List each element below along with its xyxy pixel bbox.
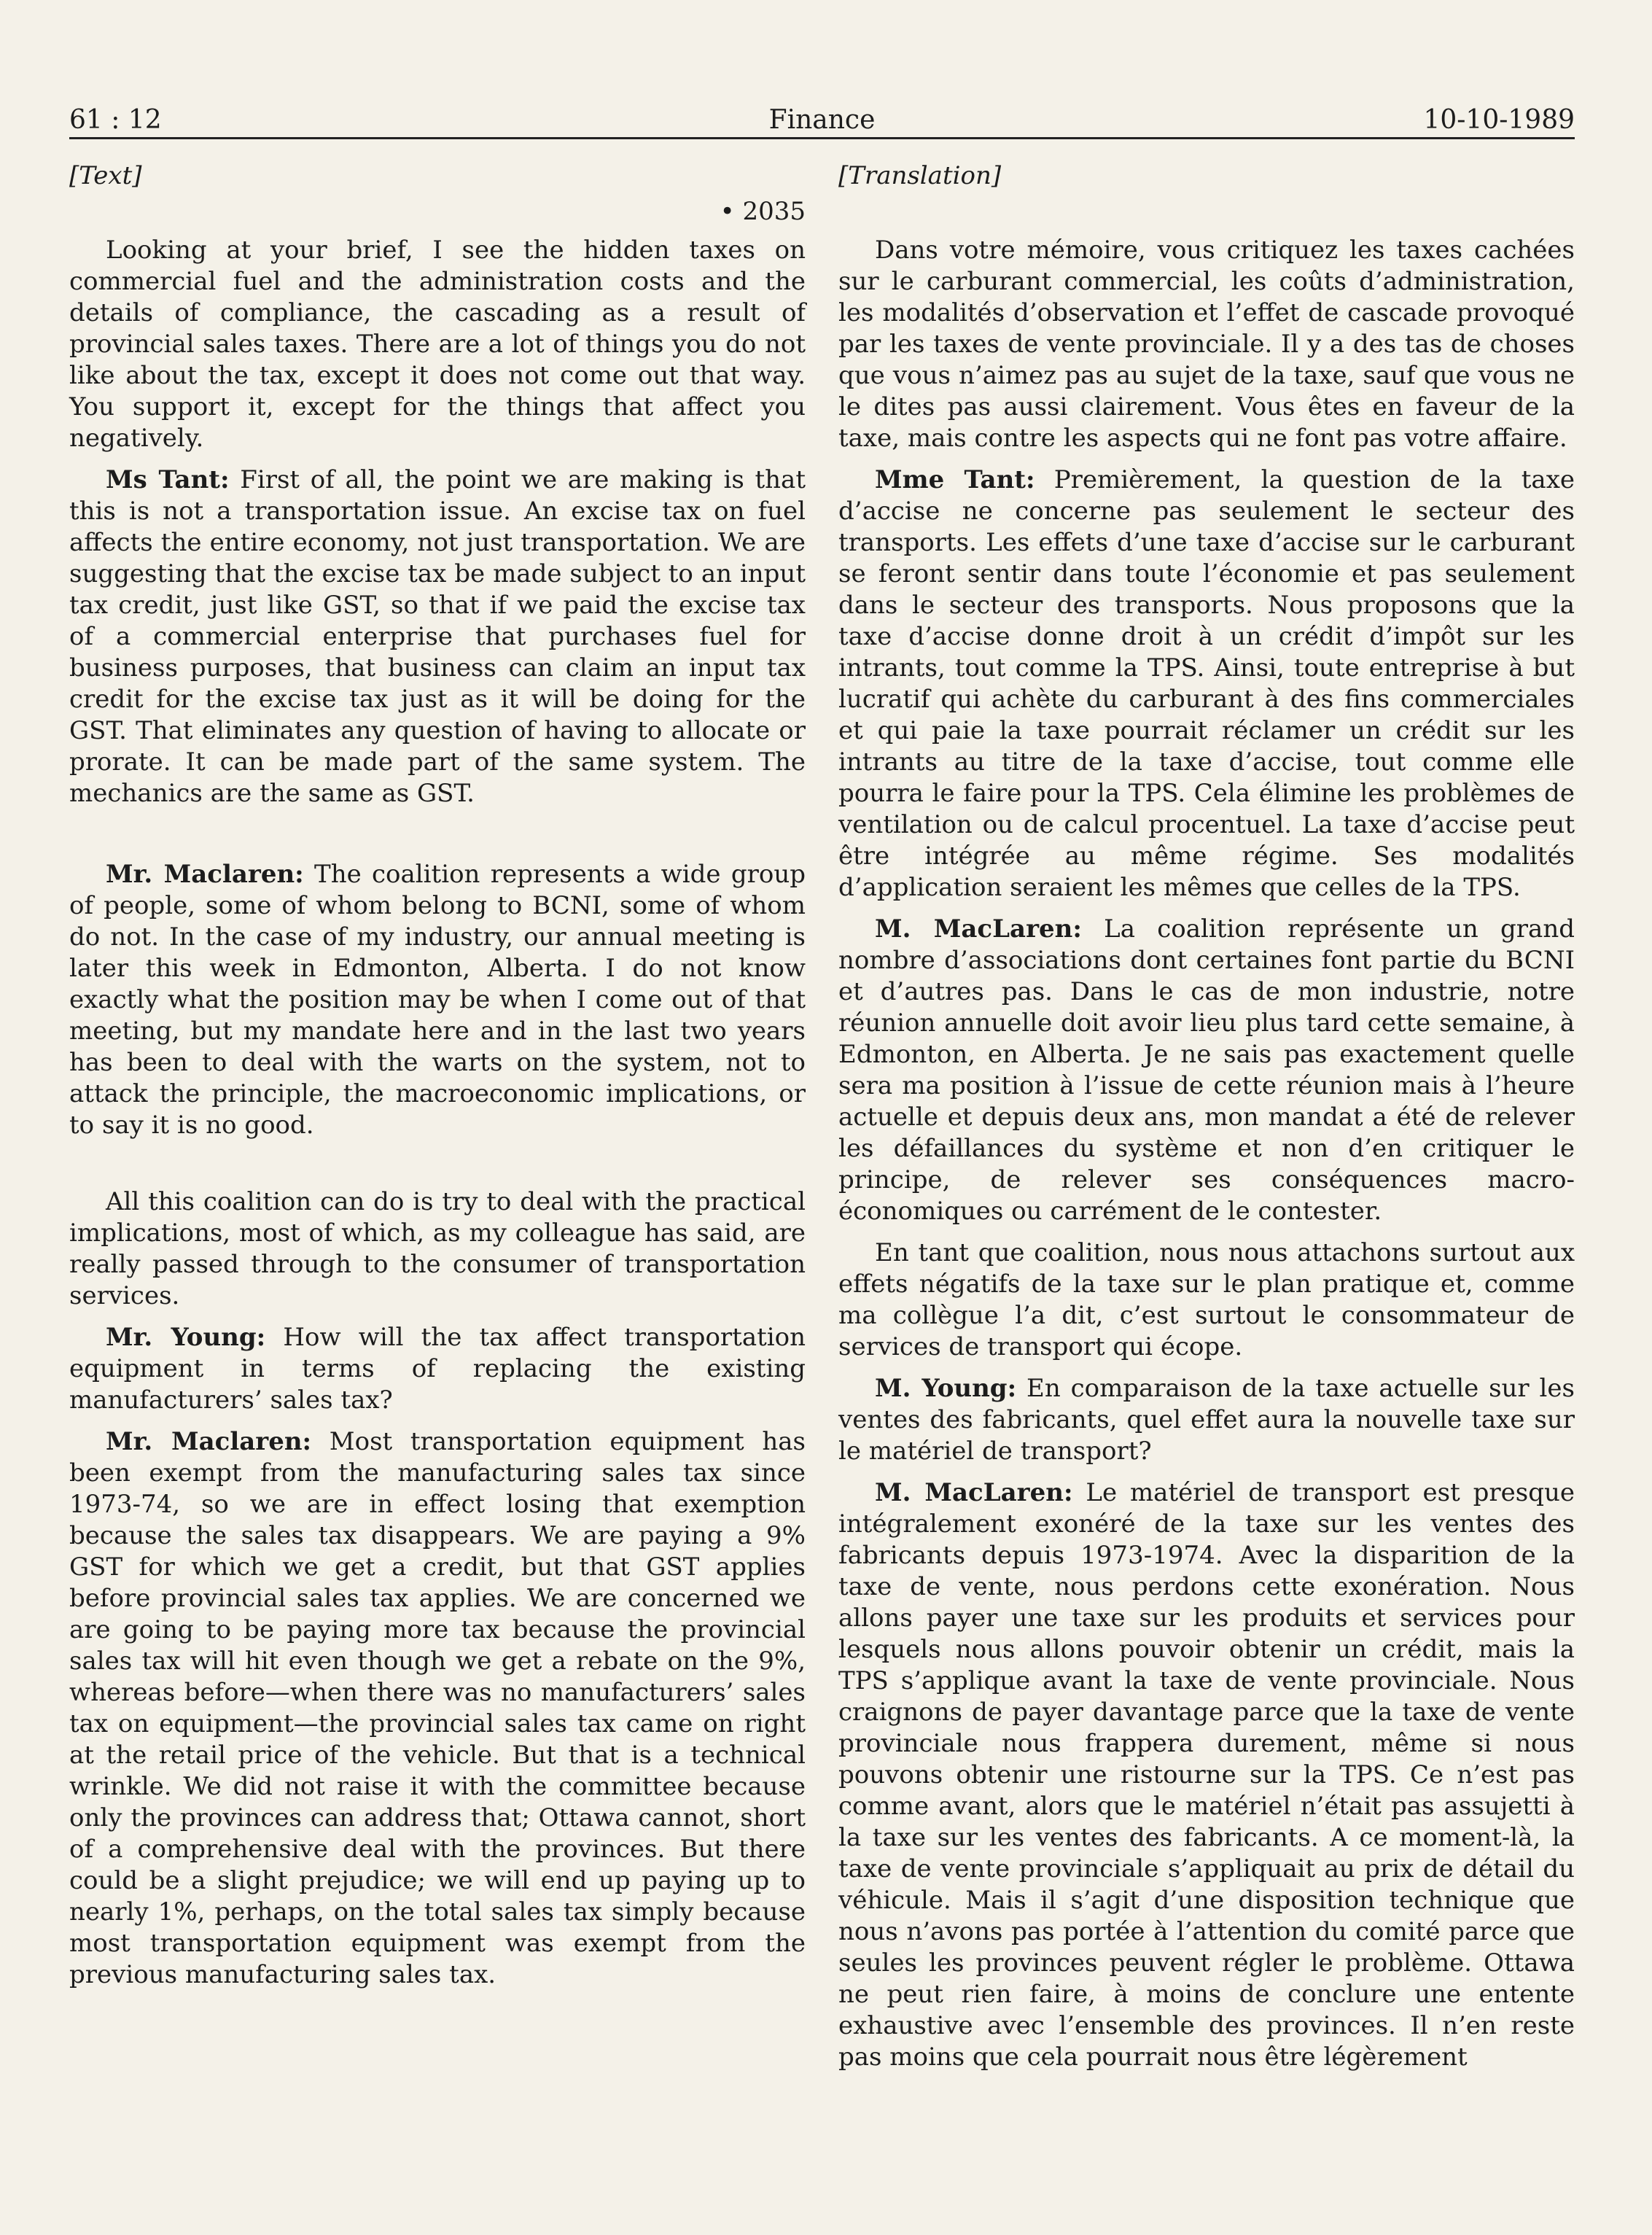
section-label-translation: [Translation] <box>838 161 1002 190</box>
header-rule <box>69 137 1575 139</box>
paragraph <box>69 1186 806 1312</box>
page-number: 61 : 12 <box>69 105 162 135</box>
english-column <box>69 160 806 2001</box>
section-label-text: [Text] <box>69 161 142 190</box>
page-date: 10-10-1989 <box>1423 105 1575 135</box>
paragraph-text: How will the tax affect transportation equipment in terms of replacing the existing manufacturers’ sales tax? <box>69 1323 806 1415</box>
paragraph-text: Looking at your brief, I see the hidden taxes on commercial fuel and the administration costs and the details of compliance, the cascading as a result of provincial sales taxes. There are a lot of things you do not like about the tax, except it does not come out that way. You support it, except for the things that affect you negatively. <box>69 236 806 453</box>
paragraph-text: En tant que coalition, nous nous attachons surtout aux effets négatifs de la taxe sur le plan pratique et, comme ma collègue l’a dit, c’est surtout le consommateur de services de transport qui écope. <box>838 1238 1575 1361</box>
paragraph-text: First of all, the point we are making is that this is not a transportation issue. An excise tax on fuel affects the entire economy, not just transportation. We are suggesting that the excise tax be made subject to an input tax credit, just like GST, so that if we paid the excise tax of a commercial enterprise that purchases fuel for business purposes, that business can claim an input tax credit for the excise tax just as it will be doing for the GST. That eliminates any question of having to allocate or prorate. It can be made part of the same system. The mechanics are the same as GST. <box>69 465 806 808</box>
paragraph <box>69 1322 806 1416</box>
speaker: M. MacLaren: <box>875 914 1082 944</box>
paragraph-text: Most transportation equipment has been exempt from the manufacturing sales tax since 1973-74, so we are in effect losing that exemption because the sales tax disappears. We are paying a 9% GST for which we get a credit, but that GST applies before provincial sales tax applies. We are concerned we are going to be paying more tax because the provincial sales tax will hit even though we get a rebate on the 9%, whereas before—when there was no manufacturers’ sales tax on equipment—the provincial sales tax came on right at the retail price of the vehicle. But that is a technical wrinkle. We did not raise it with the committee because only the provinces can address that; Ottawa cannot, short of a comprehensive deal with the provinces. But there could be a slight prejudice; we will end up paying up to nearly 1%, perhaps, on the total sales tax simply because most transportation equipment was exempt from the previous manufacturing sales tax. <box>69 1427 806 1989</box>
paragraph <box>838 1477 1575 2073</box>
paragraph <box>69 235 806 454</box>
speaker: M. MacLaren: <box>875 1478 1073 1507</box>
paragraph-text: Le matériel de transport est presque intégralement exonéré de la taxe sur les ventes des fabricants depuis 1973-1974. Avec la disparition de la taxe de vente, nous perdons cette exonération. Nous allons payer une taxe sur les produits et services pour lesquels nous allons pouvoir obtenir un crédit, mais la TPS s’applique avant la taxe de vente provinciale. Nous craignons de payer davantage parce que la taxe de vente provinciale nous frappera durement, même si nous pouvons obtenir une ristourne sur la TPS. Ce n’est pas comme avant, alors que le matériel n’était pas assujetti à la taxe sur les ventes des fabricants. A ce moment-là, la taxe de vente provinciale s’appliquait au prix de détail du véhicule. Mais il s’agit d’une disposition technique que nous n’avons pas portée à l’attention du comité parce que seules les provinces peuvent régler le problème. Ottawa ne peut rien faire, à moins de conclure une entente exhaustive avec l’ensemble des provinces. Il n’en reste pas moins que cela pourrait nous être légèrement <box>838 1478 1575 2072</box>
paragraph <box>838 914 1575 1227</box>
paragraph-text: All this coalition can do is try to deal with the practical implications, most of which, as my colleague has said, are really passed through to the consumer of transportation services. <box>69 1187 806 1310</box>
paragraph <box>838 1373 1575 1467</box>
paragraph-text: The coalition represents a wide group of people, some of whom belong to BCNI, some of whom do not. In the case of my industry, our annual meeting is later this week in Edmonton, Alberta. I do not know exactly what the position may be when I come out of that meeting, but my mandate here and in the last two years has been to deal with the warts on the system, not to attack the principle, the macroeconomic implications, or to say it is no good. <box>69 860 806 1140</box>
paragraph <box>838 465 1575 903</box>
speaker: Mr. Maclaren: <box>106 860 304 889</box>
paragraph-text: La coalition représente un grand nombre d’associations dont certaines font partie du BCNI et d’autres pas. Dans le cas de mon industrie, notre réunion annuelle doit avoir lieu plus tard cette semaine, à Edmonton, en Alberta. Je ne sais pas exactement quelle sera ma position à l’issue de cette réunion mais à l’heure actuelle et depuis deux ans, mon mandat a été de relever les défaillances du système et non d’en critiquer le principe, de relever ses conséquences macro-économiques ou carrément de le contester. <box>838 914 1575 1226</box>
paragraph-text: En comparaison de la taxe actuelle sur les ventes des fabricants, quel effet aura la nouvelle taxe sur le matériel de transport? <box>838 1374 1575 1466</box>
speaker: Mme Tant: <box>875 465 1035 494</box>
speaker: Mr. Maclaren: <box>106 1427 312 1456</box>
paragraph-text: Premièrement, la question de la taxe d’accise ne concerne pas seulement le secteur des transports. Les effets d’une taxe d’accise sur le carburant se feront sentir dans toute l’économie et pas seulement dans le secteur des transports. Nous proposons que la taxe d’accise donne droit à un crédit d’impôt sur les intrants, tout comme la TPS. Ainsi, toute entreprise à but lucratif qui achète du carburant à des fins commerciales et qui paie la taxe pourrait réclamer un crédit sur les intrants au titre de la taxe d’accise, tout comme elle pourra le faire pour la TPS. Cela élimine les problèmes de ventilation ou de calcul procentuel. La taxe d’accise peut être intégrée au même régime. Ses modalités d’application seraient les mêmes que celles de la TPS. <box>838 465 1575 902</box>
timestamp: • 2035 <box>720 197 806 226</box>
speaker: M. Young: <box>875 1374 1017 1403</box>
paragraph <box>69 1426 806 1991</box>
page-header <box>69 102 1575 139</box>
paragraph-text: Dans votre mémoire, vous critiquez les taxes cachées sur le carburant commercial, les coûts d’administration, les modalités d’observation et l’effet de cascade provoqué par les taxes de vente provinciale. Il y a des tas de choses que vous n’aimez pas au sujet de la taxe, sauf que vous ne le dites pas aussi clairement. Vous êtes en faveur de la taxe, mais contre les aspects qui ne font pas votre affaire. <box>838 236 1575 453</box>
paragraph <box>69 859 806 1141</box>
speaker: Ms Tant: <box>106 465 230 494</box>
paragraph <box>838 235 1575 454</box>
paragraph <box>838 1237 1575 1363</box>
speaker: Mr. Young: <box>106 1323 266 1352</box>
paragraph <box>69 465 806 809</box>
french-column <box>838 160 1575 2083</box>
page-title: Finance <box>768 105 876 135</box>
